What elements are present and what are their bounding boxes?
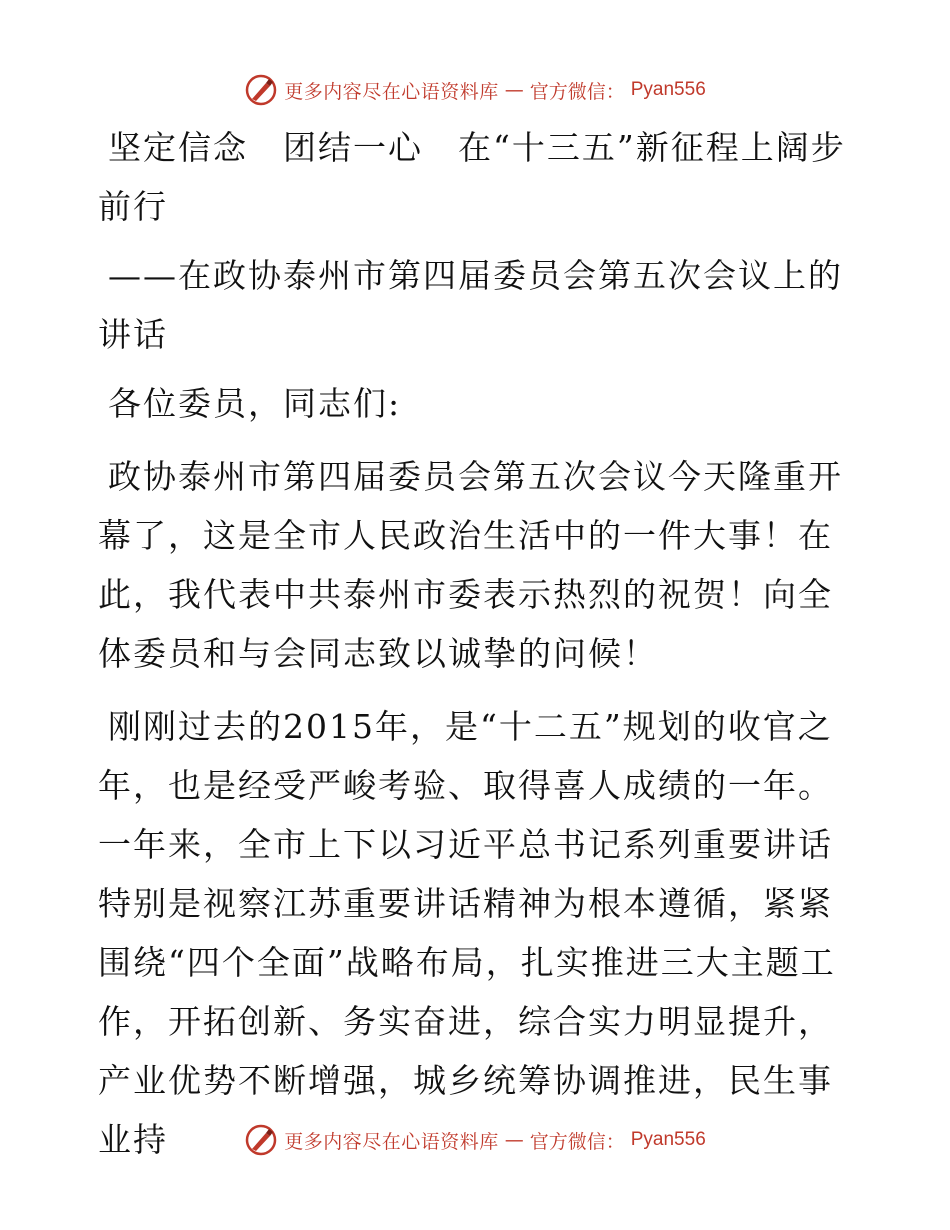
document-body (98, 118, 850, 1183)
banner-wechat-id: Pyan556 (630, 79, 706, 100)
paragraph: 刚刚过去的2015年，是“十二五”规划的收官之年，也是经受严峻考验、取得喜人成绩的一年。一年来，全市上下以习近平总书记系列重要讲话特别是视察江苏重要讲话精神为根本遵循，紧紧围绕“四个全面”战略布局，扎实推进三大主题工作，开拓创新、务实奋进，综合实力明显提升，产业优势不断增强，城乡统筹协调推进，民生事业持 (98, 707, 836, 1159)
paragraph: 政协泰州市第四届委员会第五次会议今天隆重开幕了，这是全市人民政治生活中的一件大事！在此，我代表中共泰州市委表示热烈的祝贺！向全体委员和与会同志致以诚挚的问候！ (98, 457, 843, 673)
banner-separator: — (504, 79, 524, 101)
pen-logo-icon (244, 1123, 278, 1157)
banner-wechat-id: Pyan556 (630, 1129, 706, 1150)
salutation: 各位委员，同志们: (108, 384, 402, 423)
banner-text: 更多内容尽在心语资料库 (284, 1130, 499, 1153)
banner-text: 更多内容尽在心语资料库 (284, 80, 499, 103)
banner-wechat-label: 官方微信： (529, 80, 625, 103)
header-banner (0, 70, 950, 110)
footer-banner (0, 1120, 950, 1160)
banner-wechat-label: 官方微信： (529, 1130, 625, 1153)
banner-separator: — (504, 1129, 524, 1151)
document-title: 坚定信念 团结一心 在“十三五”新征程上阔步前行 (98, 128, 846, 226)
document-subtitle: ——在政协泰州市第四届委员会第五次会议上的讲话 (98, 256, 843, 354)
pen-logo-icon (244, 73, 278, 107)
